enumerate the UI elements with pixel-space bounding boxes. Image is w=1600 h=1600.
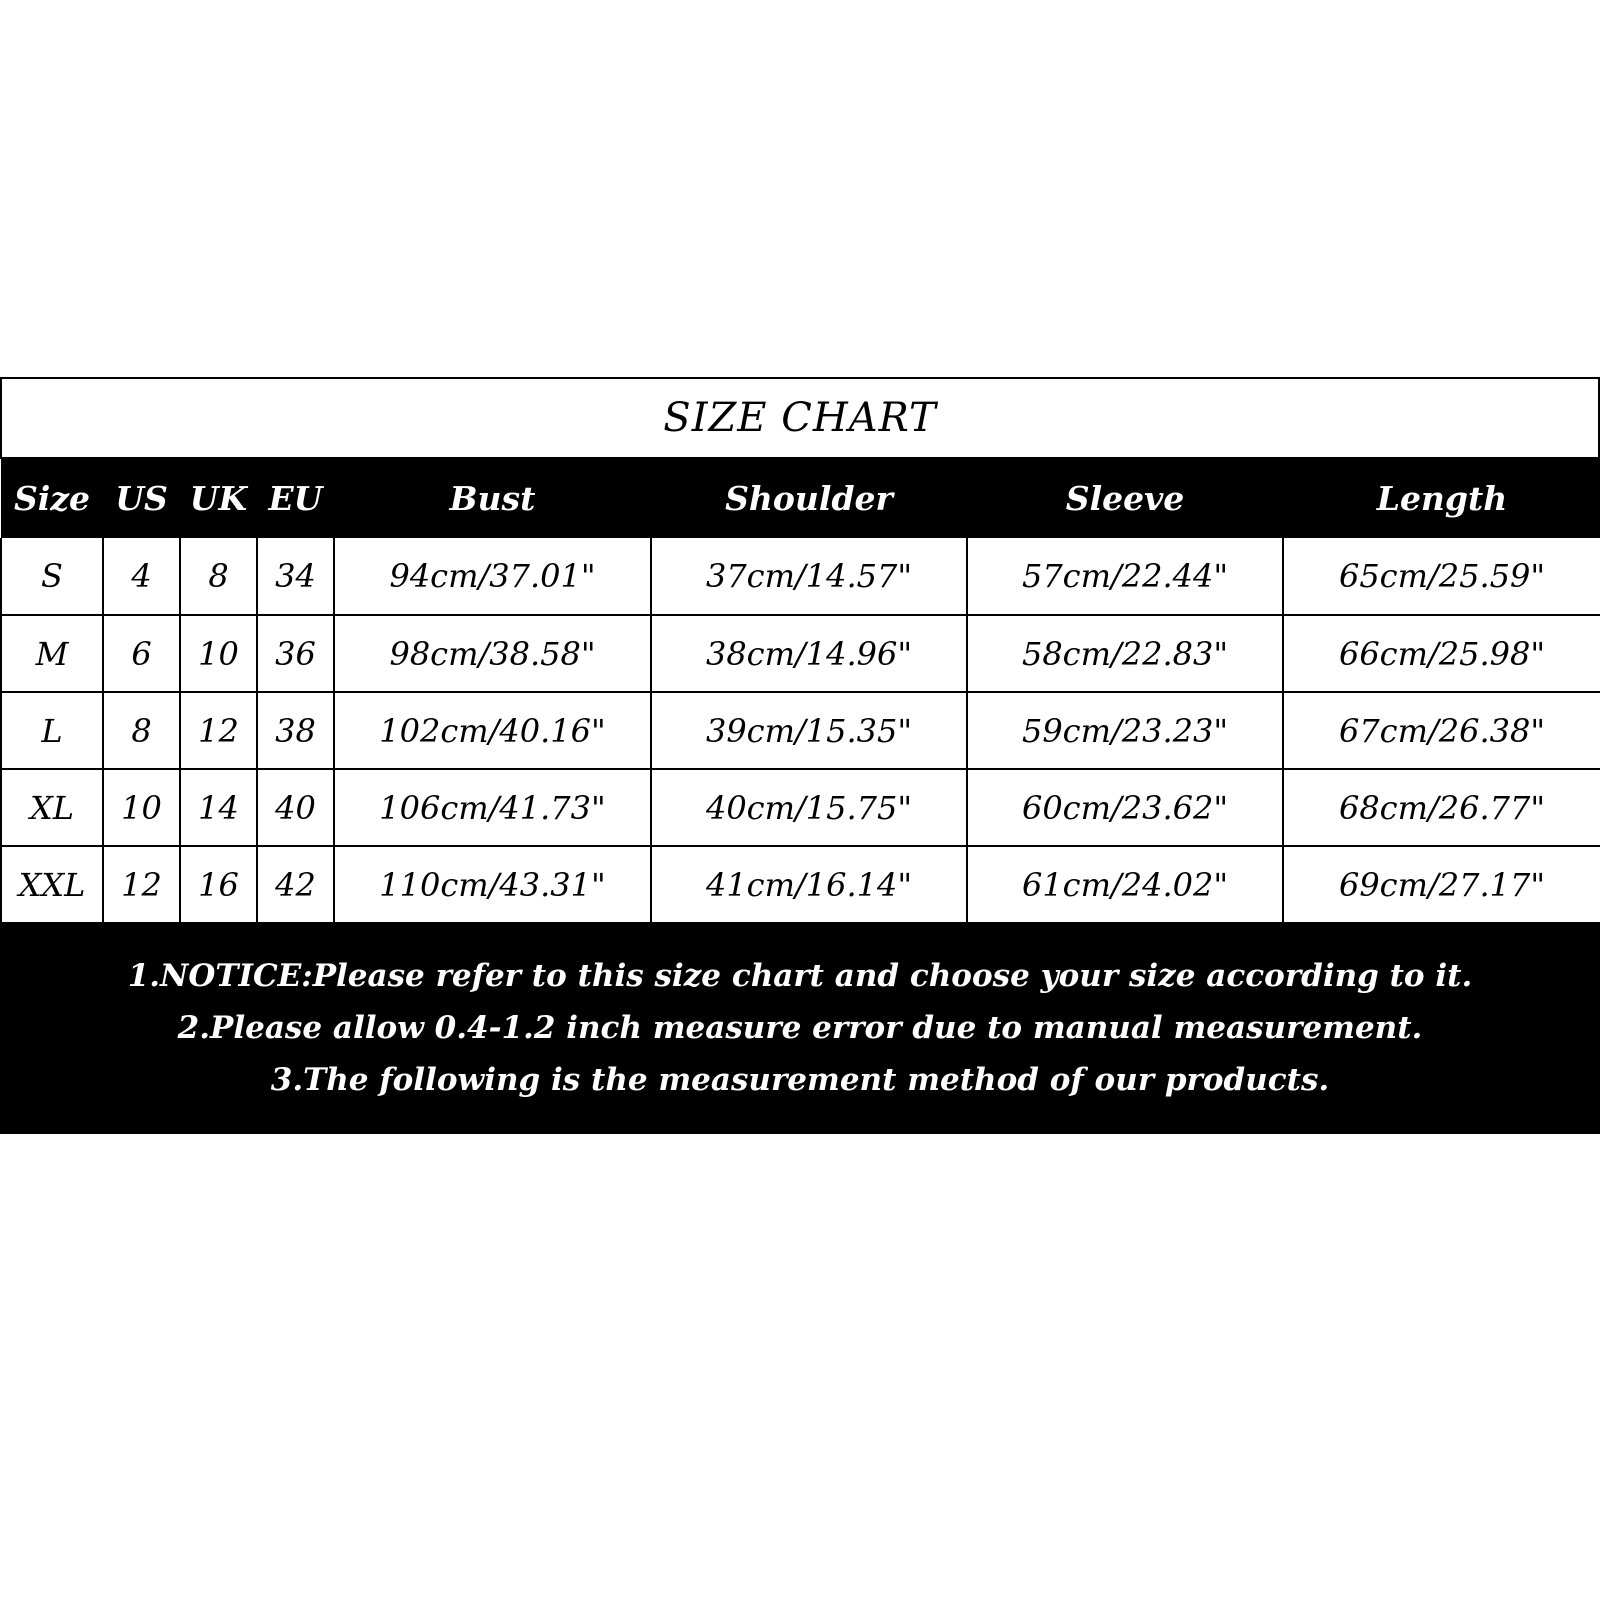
table-row — [1, 692, 1600, 769]
cell-eu: 34 — [257, 538, 334, 615]
cell-shoulder: 40cm/15.75" — [651, 769, 967, 846]
header-eu: EU — [257, 459, 334, 538]
cell-eu: 38 — [257, 692, 334, 769]
header-sleeve: Sleeve — [967, 459, 1283, 538]
cell-bust: 98cm/38.58" — [334, 615, 651, 692]
notice-panel — [0, 924, 1600, 1134]
cell-uk: 10 — [180, 615, 257, 692]
cell-uk: 16 — [180, 846, 257, 923]
notice-line: 1.NOTICE:Please refer to this size chart and choose your size according to it. — [127, 958, 1473, 994]
cell-shoulder: 41cm/16.14" — [651, 846, 967, 923]
cell-sleeve: 59cm/23.23" — [967, 692, 1283, 769]
cell-sleeve: 61cm/24.02" — [967, 846, 1283, 923]
cell-bust: 106cm/41.73" — [334, 769, 651, 846]
cell-uk: 8 — [180, 538, 257, 615]
cell-shoulder: 38cm/14.96" — [651, 615, 967, 692]
cell-length: 67cm/26.38" — [1283, 692, 1600, 769]
header-size: Size — [1, 459, 103, 538]
cell-eu: 42 — [257, 846, 334, 923]
header-uk: UK — [180, 459, 257, 538]
cell-sleeve: 60cm/23.62" — [967, 769, 1283, 846]
cell-sleeve: 57cm/22.44" — [967, 538, 1283, 615]
cell-us: 8 — [103, 692, 180, 769]
cell-length: 65cm/25.59" — [1283, 538, 1600, 615]
cell-eu: 40 — [257, 769, 334, 846]
size-table — [0, 459, 1600, 924]
cell-size: M — [1, 615, 103, 692]
header-row — [1, 459, 1600, 538]
cell-size: XL — [1, 769, 103, 846]
cell-bust: 102cm/40.16" — [334, 692, 651, 769]
cell-length: 66cm/25.98" — [1283, 615, 1600, 692]
cell-eu: 36 — [257, 615, 334, 692]
cell-us: 12 — [103, 846, 180, 923]
cell-size: XXL — [1, 846, 103, 923]
cell-uk: 14 — [180, 769, 257, 846]
cell-shoulder: 37cm/14.57" — [651, 538, 967, 615]
header-length: Length — [1283, 459, 1600, 538]
table-row — [1, 769, 1600, 846]
cell-length: 69cm/27.17" — [1283, 846, 1600, 923]
notice-line: 2.Please allow 0.4-1.2 inch measure error due to manual measurement. — [177, 1010, 1423, 1046]
cell-us: 10 — [103, 769, 180, 846]
cell-size: S — [1, 538, 103, 615]
chart-title: SIZE CHART — [0, 377, 1600, 459]
size-chart — [0, 377, 1600, 1134]
header-us: US — [103, 459, 180, 538]
notice-line: 3.The following is the measurement method of our products. — [270, 1062, 1330, 1098]
cell-size: L — [1, 692, 103, 769]
cell-uk: 12 — [180, 692, 257, 769]
header-shoulder: Shoulder — [651, 459, 967, 538]
cell-us: 6 — [103, 615, 180, 692]
cell-length: 68cm/26.77" — [1283, 769, 1600, 846]
cell-bust: 110cm/43.31" — [334, 846, 651, 923]
cell-us: 4 — [103, 538, 180, 615]
table-row — [1, 846, 1600, 923]
header-bust: Bust — [334, 459, 651, 538]
cell-shoulder: 39cm/15.35" — [651, 692, 967, 769]
cell-bust: 94cm/37.01" — [334, 538, 651, 615]
table-row — [1, 615, 1600, 692]
table-row — [1, 538, 1600, 615]
cell-sleeve: 58cm/22.83" — [967, 615, 1283, 692]
